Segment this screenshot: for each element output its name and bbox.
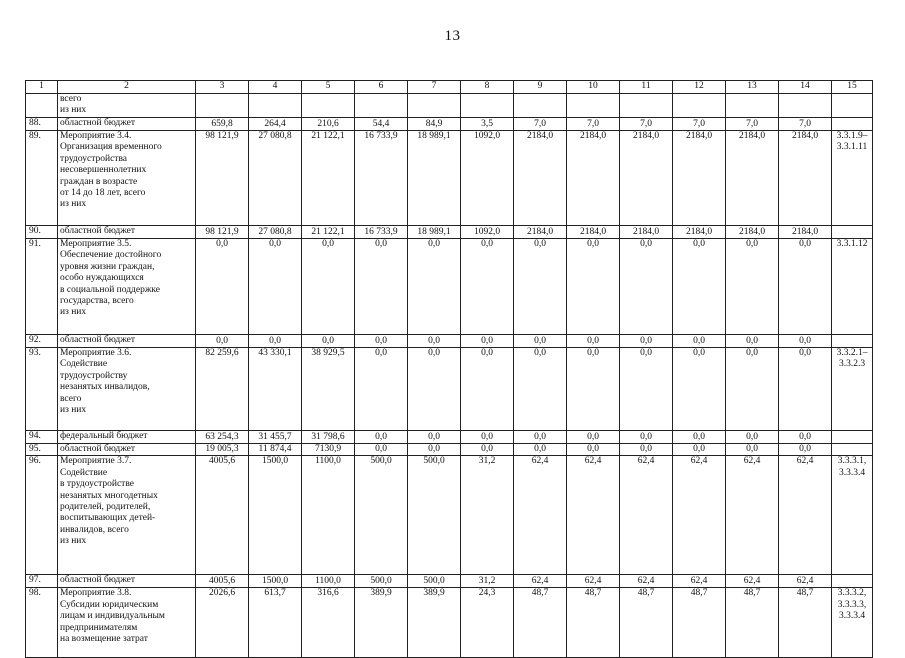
column-header: 3 <box>196 81 249 94</box>
reference-cell: 3.3.1.9– 3.3.1.11 <box>832 131 873 226</box>
value-cell: 7,0 <box>514 118 567 131</box>
row-name: Мероприятие 3.8. Субсидии юридическим лицам и индивидуальным предпринимателям на возмещение затрат <box>58 588 196 658</box>
budget-table <box>25 80 873 658</box>
value-cell: 0,0 <box>196 335 249 348</box>
value-cell: 62,4 <box>779 456 832 575</box>
value-cell: 0,0 <box>302 239 355 335</box>
value-cell: 0,0 <box>567 431 620 444</box>
value-cell: 0,0 <box>249 239 302 335</box>
value-cell: 0,0 <box>355 239 408 335</box>
value-cell: 0,0 <box>726 348 779 431</box>
value-cell: 48,7 <box>514 588 567 658</box>
value-cell: 43 330,1 <box>249 348 302 431</box>
column-number-header-row <box>26 81 873 94</box>
row-name: Мероприятие 3.4. Организация временного трудоустройства несовершеннолетних граждан в возрасте от 14 до 18 лет, всего из них <box>58 131 196 226</box>
value-cell: 0,0 <box>355 335 408 348</box>
value-cell: 62,4 <box>673 575 726 588</box>
table-row <box>26 239 873 335</box>
value-cell: 0,0 <box>779 239 832 335</box>
row-name: областной бюджет <box>58 118 196 131</box>
value-cell: 63 254,3 <box>196 431 249 444</box>
value-cell: 62,4 <box>620 456 673 575</box>
value-cell: 48,7 <box>726 588 779 658</box>
row-name: всего из них <box>58 94 196 118</box>
value-cell: 0,0 <box>620 348 673 431</box>
value-cell: 0,0 <box>673 431 726 444</box>
value-cell <box>673 94 726 118</box>
value-cell: 7,0 <box>726 118 779 131</box>
value-cell: 0,0 <box>461 239 514 335</box>
value-cell: 500,0 <box>355 456 408 575</box>
value-cell: 0,0 <box>196 239 249 335</box>
value-cell: 38 929,5 <box>302 348 355 431</box>
value-cell: 7,0 <box>673 118 726 131</box>
row-number: 93. <box>26 348 58 431</box>
value-cell: 98 121,9 <box>196 131 249 226</box>
value-cell: 0,0 <box>249 335 302 348</box>
value-cell: 62,4 <box>726 575 779 588</box>
value-cell: 2184,0 <box>779 226 832 239</box>
value-cell: 0,0 <box>726 431 779 444</box>
value-cell: 2184,0 <box>673 131 726 226</box>
value-cell: 2026,6 <box>196 588 249 658</box>
value-cell: 62,4 <box>567 575 620 588</box>
table-row <box>26 348 873 431</box>
value-cell: 1500,0 <box>249 456 302 575</box>
value-cell: 4005,6 <box>196 575 249 588</box>
reference-cell <box>832 444 873 456</box>
reference-cell: 3.3.3.1, 3.3.3.4 <box>832 456 873 575</box>
value-cell: 48,7 <box>620 588 673 658</box>
value-cell: 0,0 <box>355 348 408 431</box>
value-cell: 98 121,9 <box>196 226 249 239</box>
row-number: 94. <box>26 431 58 444</box>
value-cell: 62,4 <box>514 575 567 588</box>
value-cell: 264,4 <box>249 118 302 131</box>
column-header: 14 <box>779 81 832 94</box>
value-cell: 0,0 <box>726 444 779 456</box>
value-cell: 0,0 <box>408 348 461 431</box>
reference-cell <box>832 575 873 588</box>
value-cell: 500,0 <box>408 575 461 588</box>
value-cell: 0,0 <box>461 335 514 348</box>
row-number <box>26 94 58 118</box>
value-cell: 613,7 <box>249 588 302 658</box>
value-cell: 62,4 <box>779 575 832 588</box>
value-cell: 7,0 <box>567 118 620 131</box>
value-cell: 1100,0 <box>302 575 355 588</box>
value-cell: 0,0 <box>355 431 408 444</box>
value-cell: 0,0 <box>779 431 832 444</box>
value-cell <box>779 94 832 118</box>
value-cell: 0,0 <box>779 348 832 431</box>
value-cell: 27 080,8 <box>249 226 302 239</box>
row-name: областной бюджет <box>58 335 196 348</box>
value-cell: 659,8 <box>196 118 249 131</box>
value-cell: 82 259,6 <box>196 348 249 431</box>
row-name: Мероприятие 3.7. Содействие в трудоустройстве незанятых многодетных родителей, родителей, воспитывающих детей- инвалидов, всего из них <box>58 456 196 575</box>
value-cell: 2184,0 <box>620 131 673 226</box>
row-name: Мероприятие 3.5. Обеспечение достойного уровня жизни граждан, особо нуждающихся в социальной поддержке государства, всего из них <box>58 239 196 335</box>
table-row <box>26 118 873 131</box>
value-cell: 62,4 <box>620 575 673 588</box>
value-cell: 500,0 <box>408 456 461 575</box>
column-header: 12 <box>673 81 726 94</box>
value-cell <box>408 94 461 118</box>
reference-cell <box>832 431 873 444</box>
column-header: 11 <box>620 81 673 94</box>
value-cell: 18 989,1 <box>408 226 461 239</box>
column-header: 10 <box>567 81 620 94</box>
value-cell: 0,0 <box>408 444 461 456</box>
value-cell: 0,0 <box>620 431 673 444</box>
value-cell: 0,0 <box>461 431 514 444</box>
column-header: 5 <box>302 81 355 94</box>
value-cell <box>302 94 355 118</box>
value-cell: 316,6 <box>302 588 355 658</box>
reference-cell <box>832 226 873 239</box>
value-cell: 0,0 <box>620 239 673 335</box>
value-cell: 1092,0 <box>461 226 514 239</box>
value-cell: 7130,9 <box>302 444 355 456</box>
value-cell <box>726 94 779 118</box>
value-cell <box>355 94 408 118</box>
value-cell: 2184,0 <box>620 226 673 239</box>
table-row <box>26 456 873 575</box>
value-cell: 2184,0 <box>514 226 567 239</box>
value-cell <box>567 94 620 118</box>
value-cell: 0,0 <box>408 239 461 335</box>
value-cell: 0,0 <box>408 431 461 444</box>
page-number: 13 <box>444 28 461 44</box>
value-cell: 7,0 <box>779 118 832 131</box>
value-cell: 31,2 <box>461 456 514 575</box>
table-row <box>26 444 873 456</box>
reference-cell: 3.3.1.12 <box>832 239 873 335</box>
column-header: 13 <box>726 81 779 94</box>
value-cell: 27 080,8 <box>249 131 302 226</box>
value-cell: 62,4 <box>726 456 779 575</box>
row-name: областной бюджет <box>58 444 196 456</box>
value-cell: 48,7 <box>779 588 832 658</box>
value-cell: 0,0 <box>726 239 779 335</box>
reference-cell <box>832 335 873 348</box>
value-cell: 2184,0 <box>514 131 567 226</box>
value-cell: 21 122,1 <box>302 131 355 226</box>
value-cell: 3,5 <box>461 118 514 131</box>
value-cell <box>514 94 567 118</box>
value-cell: 0,0 <box>567 335 620 348</box>
value-cell: 0,0 <box>514 348 567 431</box>
value-cell: 16 733,9 <box>355 131 408 226</box>
row-number: 91. <box>26 239 58 335</box>
value-cell: 0,0 <box>673 335 726 348</box>
row-name: областной бюджет <box>58 575 196 588</box>
column-header: 4 <box>249 81 302 94</box>
value-cell: 11 874,4 <box>249 444 302 456</box>
table-row <box>26 226 873 239</box>
value-cell: 0,0 <box>779 444 832 456</box>
value-cell <box>196 94 249 118</box>
value-cell: 0,0 <box>514 431 567 444</box>
value-cell: 48,7 <box>567 588 620 658</box>
table-row <box>26 588 873 658</box>
value-cell: 0,0 <box>779 335 832 348</box>
reference-cell <box>832 94 873 118</box>
value-cell: 54,4 <box>355 118 408 131</box>
table-row <box>26 335 873 348</box>
table-row <box>26 575 873 588</box>
row-number: 98. <box>26 588 58 658</box>
value-cell: 2184,0 <box>726 226 779 239</box>
value-cell: 16 733,9 <box>355 226 408 239</box>
value-cell: 0,0 <box>514 444 567 456</box>
value-cell: 0,0 <box>302 335 355 348</box>
row-number: 88. <box>26 118 58 131</box>
row-name: Мероприятие 3.6. Содействие трудоустройству незанятых инвалидов, всего из них <box>58 348 196 431</box>
column-header: 6 <box>355 81 408 94</box>
value-cell: 0,0 <box>461 348 514 431</box>
table-row <box>26 94 873 118</box>
column-header: 15 <box>832 81 873 94</box>
column-header: 1 <box>26 81 58 94</box>
value-cell: 1092,0 <box>461 131 514 226</box>
row-number: 96. <box>26 456 58 575</box>
value-cell: 2184,0 <box>779 131 832 226</box>
value-cell <box>249 94 302 118</box>
value-cell: 0,0 <box>726 335 779 348</box>
value-cell: 84,9 <box>408 118 461 131</box>
value-cell: 389,9 <box>408 588 461 658</box>
value-cell: 0,0 <box>620 444 673 456</box>
value-cell: 1500,0 <box>249 575 302 588</box>
value-cell: 4005,6 <box>196 456 249 575</box>
reference-cell: 3.3.2.1– 3.3.2.3 <box>832 348 873 431</box>
reference-cell <box>832 118 873 131</box>
value-cell: 31 798,6 <box>302 431 355 444</box>
value-cell: 62,4 <box>673 456 726 575</box>
row-name: федеральный бюджет <box>58 431 196 444</box>
value-cell: 2184,0 <box>567 226 620 239</box>
column-header: 2 <box>58 81 196 94</box>
row-number: 89. <box>26 131 58 226</box>
value-cell: 31,2 <box>461 575 514 588</box>
value-cell: 0,0 <box>567 239 620 335</box>
value-cell: 0,0 <box>673 239 726 335</box>
value-cell: 24,3 <box>461 588 514 658</box>
value-cell: 0,0 <box>355 444 408 456</box>
column-header: 9 <box>514 81 567 94</box>
value-cell: 389,9 <box>355 588 408 658</box>
value-cell: 2184,0 <box>673 226 726 239</box>
value-cell: 2184,0 <box>567 131 620 226</box>
value-cell: 62,4 <box>567 456 620 575</box>
value-cell: 62,4 <box>514 456 567 575</box>
row-number: 97. <box>26 575 58 588</box>
table-row <box>26 131 873 226</box>
value-cell: 0,0 <box>514 239 567 335</box>
column-header: 8 <box>461 81 514 94</box>
row-name: областной бюджет <box>58 226 196 239</box>
value-cell: 0,0 <box>673 444 726 456</box>
value-cell: 0,0 <box>673 348 726 431</box>
value-cell: 210,6 <box>302 118 355 131</box>
column-header: 7 <box>408 81 461 94</box>
value-cell: 2184,0 <box>726 131 779 226</box>
value-cell: 19 005,3 <box>196 444 249 456</box>
value-cell: 500,0 <box>355 575 408 588</box>
value-cell: 0,0 <box>461 444 514 456</box>
value-cell: 31 455,7 <box>249 431 302 444</box>
table-row <box>26 431 873 444</box>
value-cell <box>461 94 514 118</box>
value-cell: 21 122,1 <box>302 226 355 239</box>
value-cell: 18 989,1 <box>408 131 461 226</box>
value-cell: 0,0 <box>567 348 620 431</box>
value-cell: 7,0 <box>620 118 673 131</box>
value-cell: 0,0 <box>514 335 567 348</box>
row-number: 95. <box>26 444 58 456</box>
value-cell: 48,7 <box>673 588 726 658</box>
value-cell <box>620 94 673 118</box>
value-cell: 0,0 <box>620 335 673 348</box>
reference-cell: 3.3.3.2, 3.3.3.3, 3.3.3.4 <box>832 588 873 658</box>
value-cell: 0,0 <box>567 444 620 456</box>
row-number: 90. <box>26 226 58 239</box>
value-cell: 1100,0 <box>302 456 355 575</box>
row-number: 92. <box>26 335 58 348</box>
value-cell: 0,0 <box>408 335 461 348</box>
